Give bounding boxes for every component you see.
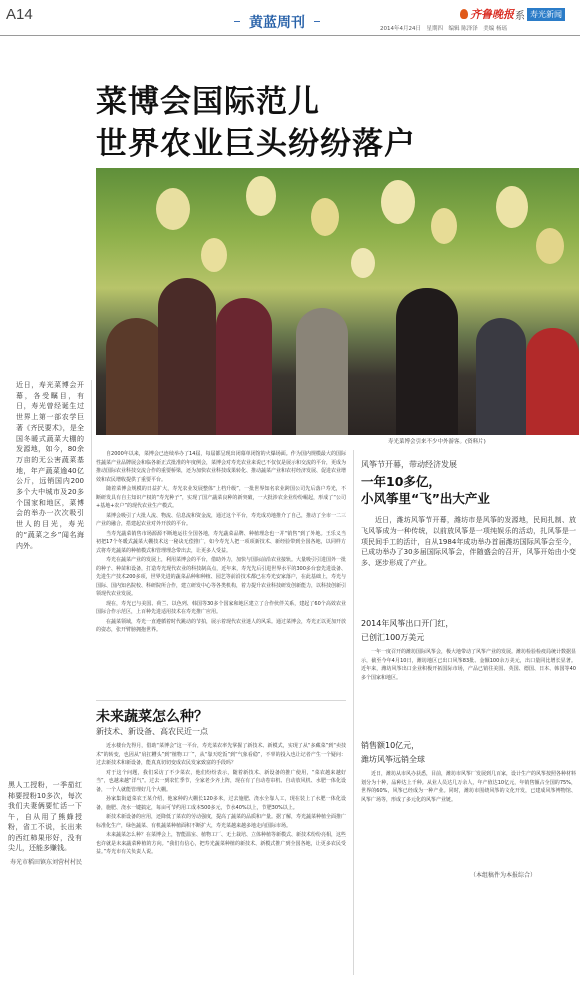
gourd	[536, 228, 564, 264]
gourd	[496, 186, 528, 228]
visitor-figure	[106, 318, 166, 435]
header-rule	[0, 35, 580, 36]
paragraph: 对于这个问题，我们采访了不少菜农，他们纷纷表示，随着新技术、新设备的推广使用，“菜农越来越好当”，也越来越“洋气”。过去一到农忙季节，全家老少齐上阵，现在有了自动卷帘机、自动放风机、水肥一体化设备，一个人就能管理好几个大棚。	[96, 769, 346, 793]
visitor-figure	[216, 298, 272, 435]
future-title: 未来蔬菜怎么种？	[96, 709, 208, 725]
kite-body-2: 近日，潍坊从市风办获悉，目前，潍坊市风筝厂发展到几百家，设计生产的风筝按照各种材料划分为十种，品种达上千种。从业人员达几万余人，年产值达10亿元，年销售额占全国的75%，世界的60%，风筝已经成为一种产业。同时，潍坊市围绕风筝的文化开发，已建成风筝博物馆、风筝广场等，形成了多元化的风筝产业链。	[361, 771, 576, 803]
visitor-figure	[158, 278, 216, 435]
flame-icon	[460, 9, 468, 19]
future-subtitle: 新技术、新设备、高农民近一点	[96, 727, 208, 736]
section-title: 黄蓝周刊	[249, 15, 305, 31]
kite-kicker: 风筝节开幕，带动经济发展	[361, 460, 457, 469]
left-note-2-signature: 寿光市稻田镇东刘营村村民	[9, 858, 82, 866]
kite-sub-1: 2014年风筝出口开门红，	[361, 619, 454, 628]
photo-caption: 寿光菜博会引来不少中外游客。(资料片)	[388, 439, 486, 445]
column-rule	[353, 450, 354, 975]
paragraph: 当寿光蔬菜销售市场源源不断地运往全国各地，寿光蔬菜品牌、种植理念也一并“销售”到了外地。王乐义当初把17个冬暖式蔬菜大棚技术这一秘诀无偿推广，如今寿光人把一项项新技术、新经验带到全国各地，以同样方式将寿光蔬菜的种植模式和管理理念带出去，让更多人受益。	[96, 530, 346, 554]
page-header	[0, 0, 580, 34]
paragraph: 自2000年以来，菜博会已连续举办了14届，每届都呈现出闭幕单闭馆的火爆场面。作为国内规模最大的国际性蔬菜产业品牌展会和临各新正式批准的年度例会，菜博会对寿光农业来说已不仅仅是展示和交流的平台，更成为推动国际农业科技交流合作的重要桥梁，还为加快农业科技成果转化、推动蔬菜产业和农村经济发展、促进农业增效和农民增收提供了重要平台。	[96, 451, 346, 483]
left-note-1	[16, 380, 84, 551]
gourd	[381, 180, 415, 224]
visitor-figure	[396, 288, 458, 435]
page-number: A14	[6, 6, 33, 23]
future-article	[96, 742, 346, 977]
left-note-1-text: 近日，寿光菜博会开幕，各受瞩目，有日，寿光曾经诞生过世界上第一部农学巨著《齐民要术》，是全国冬暖式蔬菜大棚的发源地，如今，80余万亩的无公害蔬菜基地，年产蔬菜逾40亿公斤，远销国内200多个大中城市及20多个国家和地区，菜博会的举办一次次吸引世人的目光，寿光的“蔬菜之乡”闻名海内外。	[16, 381, 84, 550]
kite-sub-3: 销售额10亿元，	[361, 741, 420, 750]
kite-note: （本组稿件为本报综合）	[470, 872, 537, 879]
kite-title-1: 一年10多亿，	[361, 474, 441, 489]
kite-title-2: 小风筝里“飞”出大产业	[361, 491, 490, 506]
paragraph: 随着菜博会规模的日益扩大，寿光农业发展整体“上档升级”，一批世界知名农业跨国公司先后落户寿光，不断研发具有自主知识产权的“寿光种子”，实现了国产蔬菜良种的新突破，一大批涉农企业纷纷崛起，形成了“公司+基地+农户”的现代农业生产模式。	[96, 486, 346, 509]
paragraph: 近水楼台先得月，借助“菜博会”这一平台，寿光菜农率先掌握了新技术、新模式，实现了从“多藏菜”到“卖技术”的转变，也因从“肩扛糟头”到“植物工厂”，从“靠天吃饭”到“气象看稳”，不辜的投入也让记者产生一个疑问：过去新技术和新设备，能真真切切变成农民发家致富的手段吗？	[96, 743, 346, 766]
visitor-figure	[296, 308, 348, 435]
gourd	[201, 238, 227, 272]
gourd	[311, 198, 339, 236]
left-note-2	[8, 780, 82, 867]
section-banner	[236, 11, 318, 31]
visitor-figure	[526, 328, 579, 435]
paragraph: 新技术新设备的应用，还降低了菜农的劳动强度，提高了蔬菜的品质和产量。据了解，寿光蔬菜种植全面推广标准化生产，绿色蔬菜、有机蔬菜种植面积不断扩大，寿光菜越来越多地走向国际市场。	[96, 814, 346, 829]
brand-suffix: 系	[515, 10, 525, 22]
gourd	[156, 188, 190, 230]
paragraph: 孙家集街道菜农王某介绍，他家种的大棚长120多米，过去施肥、浇水全靠人工，现在装上了水肥一体化设备，施肥、浇水一键搞定，每亩可节约用工成本500多元，节水40%以上，节肥30%以上。	[96, 796, 346, 811]
gourd	[351, 248, 375, 278]
masthead-logo	[460, 7, 565, 21]
kite-sub-2: 已创汇100万美元	[361, 633, 425, 642]
kite-sub-4: 潍坊风筝远销全球	[361, 755, 425, 764]
paragraph: 未来蔬菜怎么种？在菜博会上，智能温室、植物工厂、无土栽培、立体种植等新模式、新技术纷纷亮相，这些也许就是未来蔬菜种植的方向。“我们有信心，把寿光蔬菜种植的新技术、新模式推广到全国各地，让更多农民受益。”寿光市有关负责人说。	[96, 832, 346, 855]
main-article	[96, 450, 346, 680]
gourd	[431, 208, 457, 244]
banner-line-left	[234, 21, 240, 22]
visitor-figure	[476, 318, 526, 435]
banner-line-right	[314, 21, 320, 22]
header-meta: 2014年4月24日 星期四 编辑 陈泽泽 美编 杨瑶	[380, 26, 507, 32]
paragraph: 菜博会吸引了大批人流、物流、信息流和资金流，通过这个平台，寿光成功地推介了自己，推动了全市一二三产业的融合，搭建起农业对外开放的平台。	[96, 512, 346, 527]
gourd	[246, 176, 276, 216]
kite-lead: 近日，潍坊风筝节开幕，潍坊市是风筝的发源地，民间扎制、放飞风筝成为一种传统，以前放风筝是一项纯娱乐的活动，扎风筝是一项民间手工的活计，自从1984年成功举办首届潍坊国际风筝会至今，已成功举办了30多届国际风筝会，伴随盛会的召开，风筝开始由小变多、逐步形成了产业。	[361, 516, 576, 568]
brand-name: 齐鲁晚报	[470, 8, 514, 21]
left-rule	[91, 380, 92, 580]
main-photo	[96, 168, 579, 435]
main-title-line-2: 世界农业巨头纷纷落户	[96, 126, 416, 162]
paragraph: 现在，寿光已与美国、荷兰、以色列、韩国等30多个国家和地区建立了合作伙伴关系，建起了60个高效农业国际合作示范区，上百种先进适用技术在寿光推广应用。	[96, 600, 346, 615]
main-title-line-1: 菜博会国际范儿	[96, 84, 320, 120]
left-note-2-text: 黑人工授粉，一季茄红柿要授粉10多次，每次我们夫妻俩要忙活一下午，自从用了熊蜂授粉，省工不说，长出来的西红柿果形好，没有尖儿，还能多赚钱。	[8, 781, 82, 852]
main-article-rule	[96, 700, 346, 701]
kite-body-1: 一年一度召开的潍坊国际风筝会，极大地带动了风筝产业的发展。潍坊检验检疫局统计数据显示，截至今年4月10日，潍坊地区已出口风筝83批、金额100余万美元，出口量同比增长显著。近年来，潍坊风筝出口企业积极开拓国际市场，产品已销往美国、英国、德国、日本、韩国等40多个国家和地区。	[361, 649, 576, 681]
paragraph: 在蔬菜领域，寿光一直遵循着时代跳动的节拍，展示着现代农业迷人的风采。通过菜博会，寿光正以更加开放的姿态，张开臂膀拥抱世界。	[96, 618, 346, 633]
paragraph: 寿光在蔬菜产业的发展上，利用菜博会的平台，借助外力，加快与国际前沿农业接轨。大量吸引引进国外一批的种子、种苗和设备，打造寿光现代农业的科技制高点，近年来，寿光先后引进世界水平的300多台套先进设备、先进生产技术200多项，世界先进的蔬菜品种和种植、园艺等前沿技术都已在寿光安家落户，在此基础上，寿光与国际、国内知名院校、科研院所合作，建立研发中心等各类机构，着力提升农业科技研发创新能力，以科技创新引领现代农业发展。	[96, 557, 346, 597]
brand-badge: 寿光新闻	[527, 8, 565, 21]
